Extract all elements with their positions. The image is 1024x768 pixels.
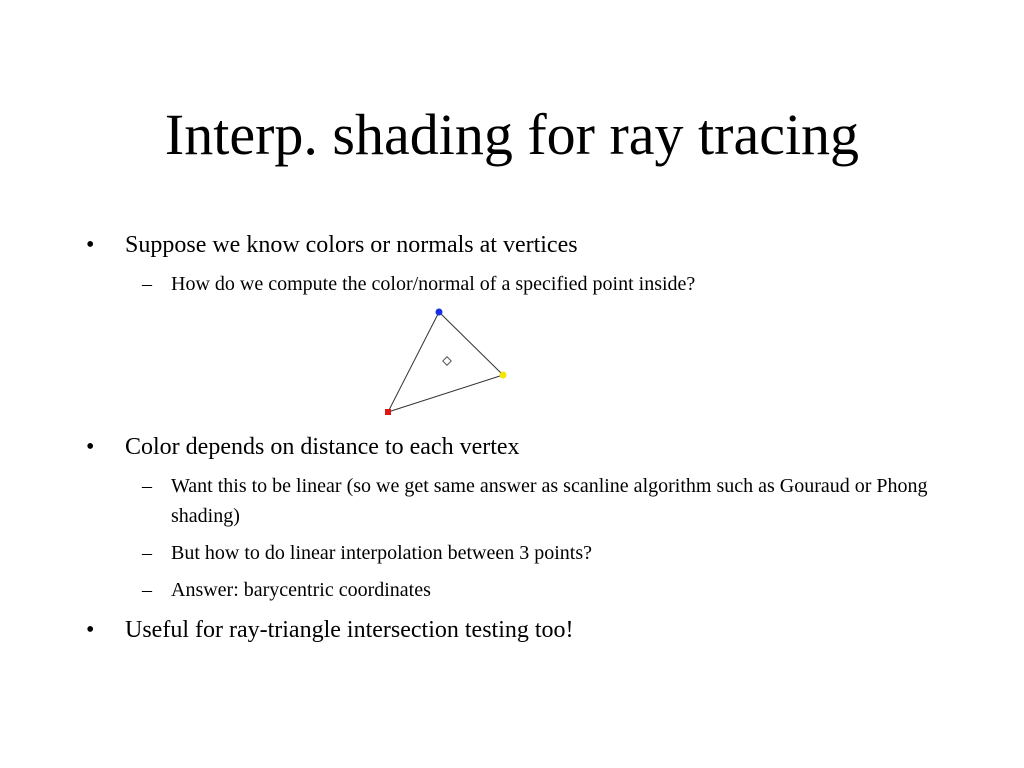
edge-left-top	[388, 312, 439, 412]
vertex-top	[436, 309, 443, 316]
sub-bullet-text: How do we compute the color/normal of a specified point inside?	[171, 273, 696, 295]
slide-title: Interp. shading for ray tracing	[164, 102, 860, 167]
sub-bullet-marker: –	[142, 579, 152, 601]
vertex-right	[500, 372, 507, 379]
sub-bullet-marker: –	[142, 273, 152, 295]
sub-bullet-marker: –	[142, 475, 152, 497]
sub-bullet-text: Answer: barycentric coordinates	[171, 579, 431, 601]
bullet-text: Color depends on distance to each vertex	[125, 434, 520, 460]
interior-point	[443, 357, 451, 365]
triangle-diagram	[370, 300, 530, 425]
vertex-left	[385, 409, 391, 415]
sub-bullet-text: But how to do linear interpolation between 3 points?	[171, 542, 593, 564]
edge-top-right	[439, 312, 503, 375]
bullet-text: Suppose we know colors or normals at vertices	[125, 232, 578, 258]
sub-bullet-marker: –	[142, 542, 152, 564]
bullet-marker: •	[86, 434, 95, 460]
bullet-marker: •	[86, 617, 95, 643]
bullet-marker: •	[86, 232, 95, 258]
bullet-text: Useful for ray-triangle intersection testing too!	[125, 617, 574, 643]
edge-right-left	[388, 375, 503, 412]
sub-bullet-text: Want this to be linear (so we get same answer as scanline algorithm such as Gouraud or Phong shading)	[171, 475, 928, 527]
